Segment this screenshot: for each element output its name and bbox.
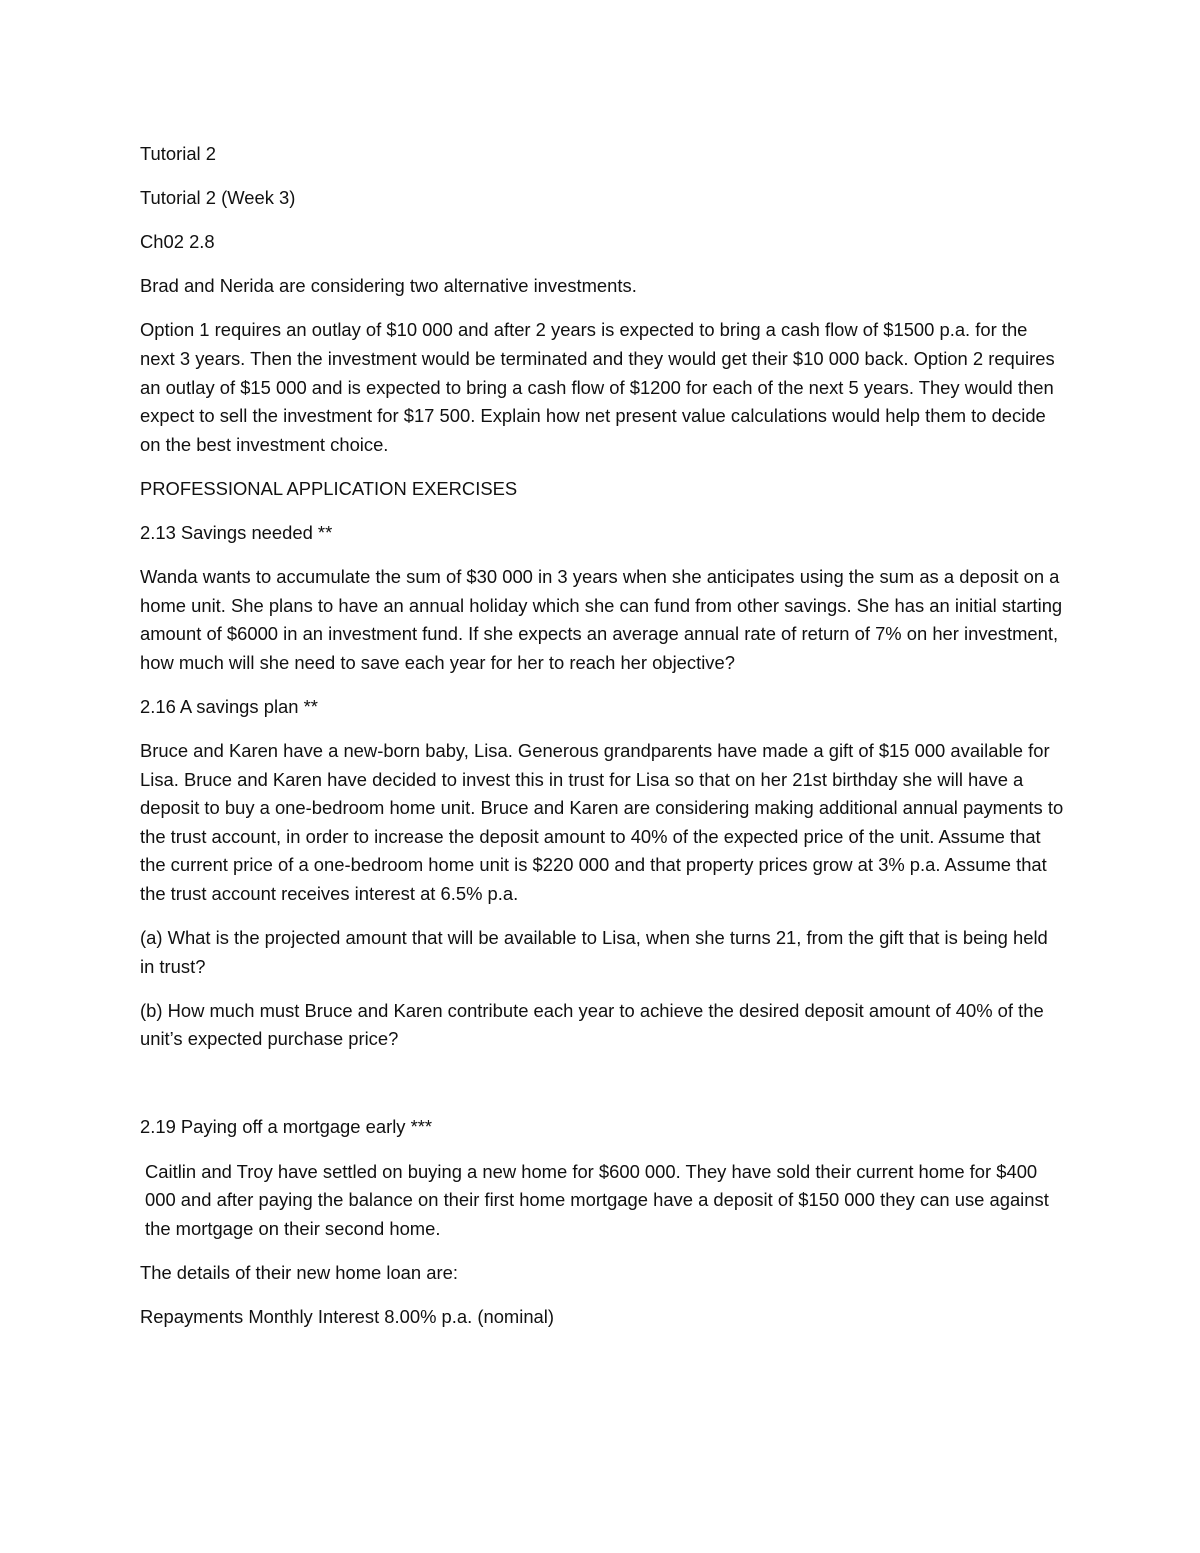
section-heading: PROFESSIONAL APPLICATION EXERCISES [140,477,518,499]
question-2-19-body: Caitlin and Troy have settled on buying a new home for $600 000. They have sold their current home for $400 000 and after paying the balance on their first home mortgage have a deposit of $150 000 they can use against the mortgage on their second home. [145,1160,1049,1239]
document-subtitle: Tutorial 2 (Week 3) [140,187,296,209]
question-2-19-loan-details: Repayments Monthly Interest 8.00% p.a. (nominal) [140,1305,554,1327]
question-2-13-body: Wanda wants to accumulate the sum of $30 000 in 3 years when she anticipates using the sum as a deposit on a home unit. She plans to have an annual holiday which she can fund from other savings. She has an initial starting amount of $6000 in an investment fund. If she expects an average annual rate of return of 7% on her investment, how much will she need to save each year for her to reach her objective? [140,566,1063,673]
question-2-8-body: Option 1 requires an outlay of $10 000 and after 2 years is expected to bring a cash flow of $1500 p.a. for the next 3 years. Then the investment would be terminated and they would get their $10 000 back. Option 2 requires an outlay of $15 000 and is expected to bring a cash flow of $1200 for each of the next 5 years. They would then expect to sell the investment for $17 500. Explain how net present value calculations would help them to decide on the best investment choice. [140,319,1055,455]
chapter-reference: Ch02 2.8 [140,231,215,253]
question-2-16-body: Bruce and Karen have a new-born baby, Lisa. Generous grandparents have made a gift of $15 000 available for Lisa. Bruce and Karen have decided to invest this in trust for Lisa so that on her 21st birthday she will have a deposit to buy a one-bedroom home unit. Bruce and Karen are considering making additional annual payments to the trust account, in order to increase the deposit amount to 40% of the expected price of the unit. Assume that the current price of a one-bedroom home unit is $220 000 and that property prices grow at 3% p.a. Assume that the trust account receives interest at 6.5% p.a. [140,740,1064,904]
question-2-8-intro: Brad and Nerida are considering two alternative investments. [140,275,637,297]
question-2-16-part-a: (a) What is the projected amount that will be available to Lisa, when she turns 21, from the gift that is being held in trust? [140,927,1048,977]
question-2-16-part-b: (b) How much must Bruce and Karen contribute each year to achieve the desired deposit amount of 40% of the unit’s expected purchase price? [140,999,1044,1050]
blank-line [140,1069,1065,1113]
document-title: Tutorial 2 [140,143,216,164]
document-body [140,140,1065,1347]
question-2-13-heading: 2.13 Savings needed ** [140,521,333,543]
question-2-19-loan-intro: The details of their new home loan are: [140,1261,458,1283]
question-2-16-heading: 2.16 A savings plan ** [140,695,318,717]
question-2-19-heading: 2.19 Paying off a mortgage early *** [140,1116,433,1138]
